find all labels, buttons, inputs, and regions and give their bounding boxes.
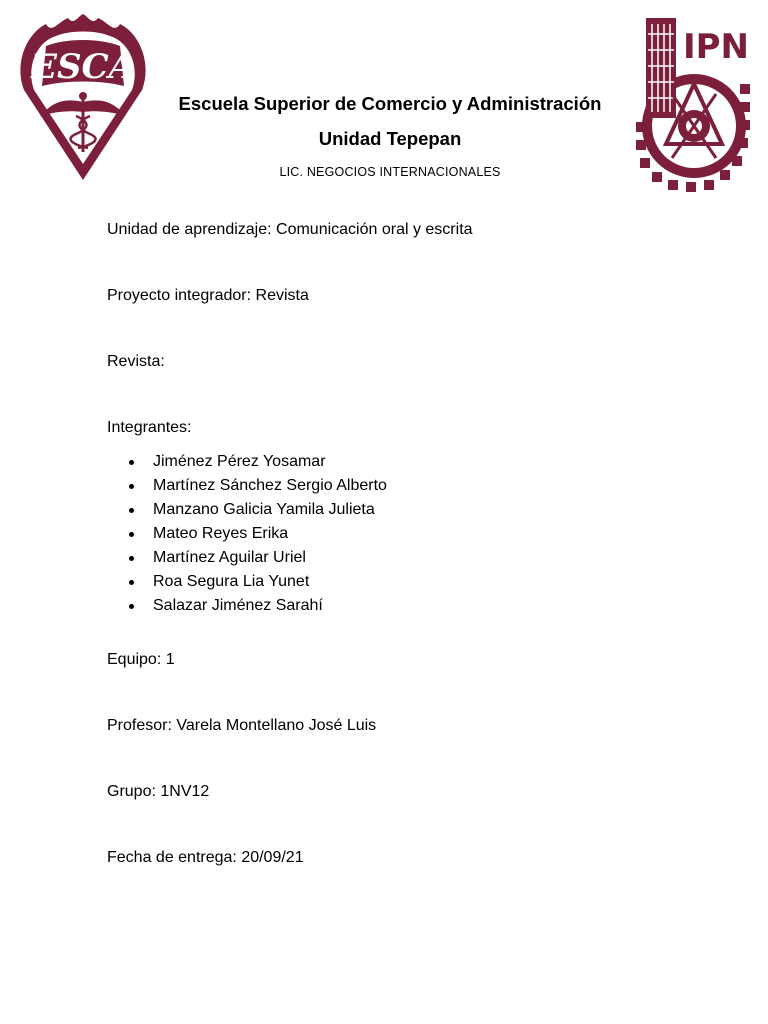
svg-text:ESCA: ESCA — [31, 47, 135, 87]
members-list — [107, 450, 387, 618]
member-name: Roa Segura Lia Yunet — [153, 573, 310, 590]
group-code: Grupo: 1NV12 — [107, 783, 210, 800]
list-item — [107, 474, 387, 498]
bullet-icon — [129, 580, 134, 585]
list-item — [107, 594, 387, 618]
member-name: Jiménez Pérez Yosamar — [153, 453, 326, 470]
list-item — [107, 498, 387, 522]
bullet-icon — [129, 532, 134, 537]
team-number: Equipo: 1 — [107, 651, 175, 668]
school-name: Escuela Superior de Comercio y Administración — [178, 93, 602, 114]
esca-logo — [18, 12, 148, 184]
bullet-icon — [129, 460, 134, 465]
members-label: Integrantes: — [107, 419, 192, 436]
bullet-icon — [129, 604, 134, 609]
member-name: Salazar Jiménez Sarahí — [153, 597, 323, 614]
integrative-project: Proyecto integrador: Revista — [107, 287, 309, 304]
bullet-icon — [129, 484, 134, 489]
list-item — [107, 570, 387, 594]
member-name: Manzano Galicia Yamila Julieta — [153, 501, 375, 518]
list-item — [107, 522, 387, 546]
school-unit: Unidad Tepepan — [318, 128, 462, 149]
magazine-label: Revista: — [107, 353, 165, 370]
professor-name: Profesor: Varela Montellano José Luis — [107, 717, 377, 734]
delivery-date: Fecha de entrega: 20/09/21 — [107, 849, 304, 866]
member-name: Mateo Reyes Erika — [153, 525, 289, 542]
bullet-icon — [129, 508, 134, 513]
bullet-icon — [129, 556, 134, 561]
program-name: LIC. NEGOCIOS INTERNACIONALES — [279, 165, 501, 179]
list-item — [107, 546, 387, 570]
member-name: Martínez Aguilar Uriel — [153, 549, 306, 566]
member-name: Martínez Sánchez Sergio Alberto — [153, 477, 387, 494]
ipn-logo — [636, 14, 752, 192]
list-item — [107, 450, 387, 474]
learning-unit: Unidad de aprendizaje: Comunicación oral y escrita — [107, 221, 473, 238]
svg-text:IPN: IPN — [682, 27, 750, 67]
